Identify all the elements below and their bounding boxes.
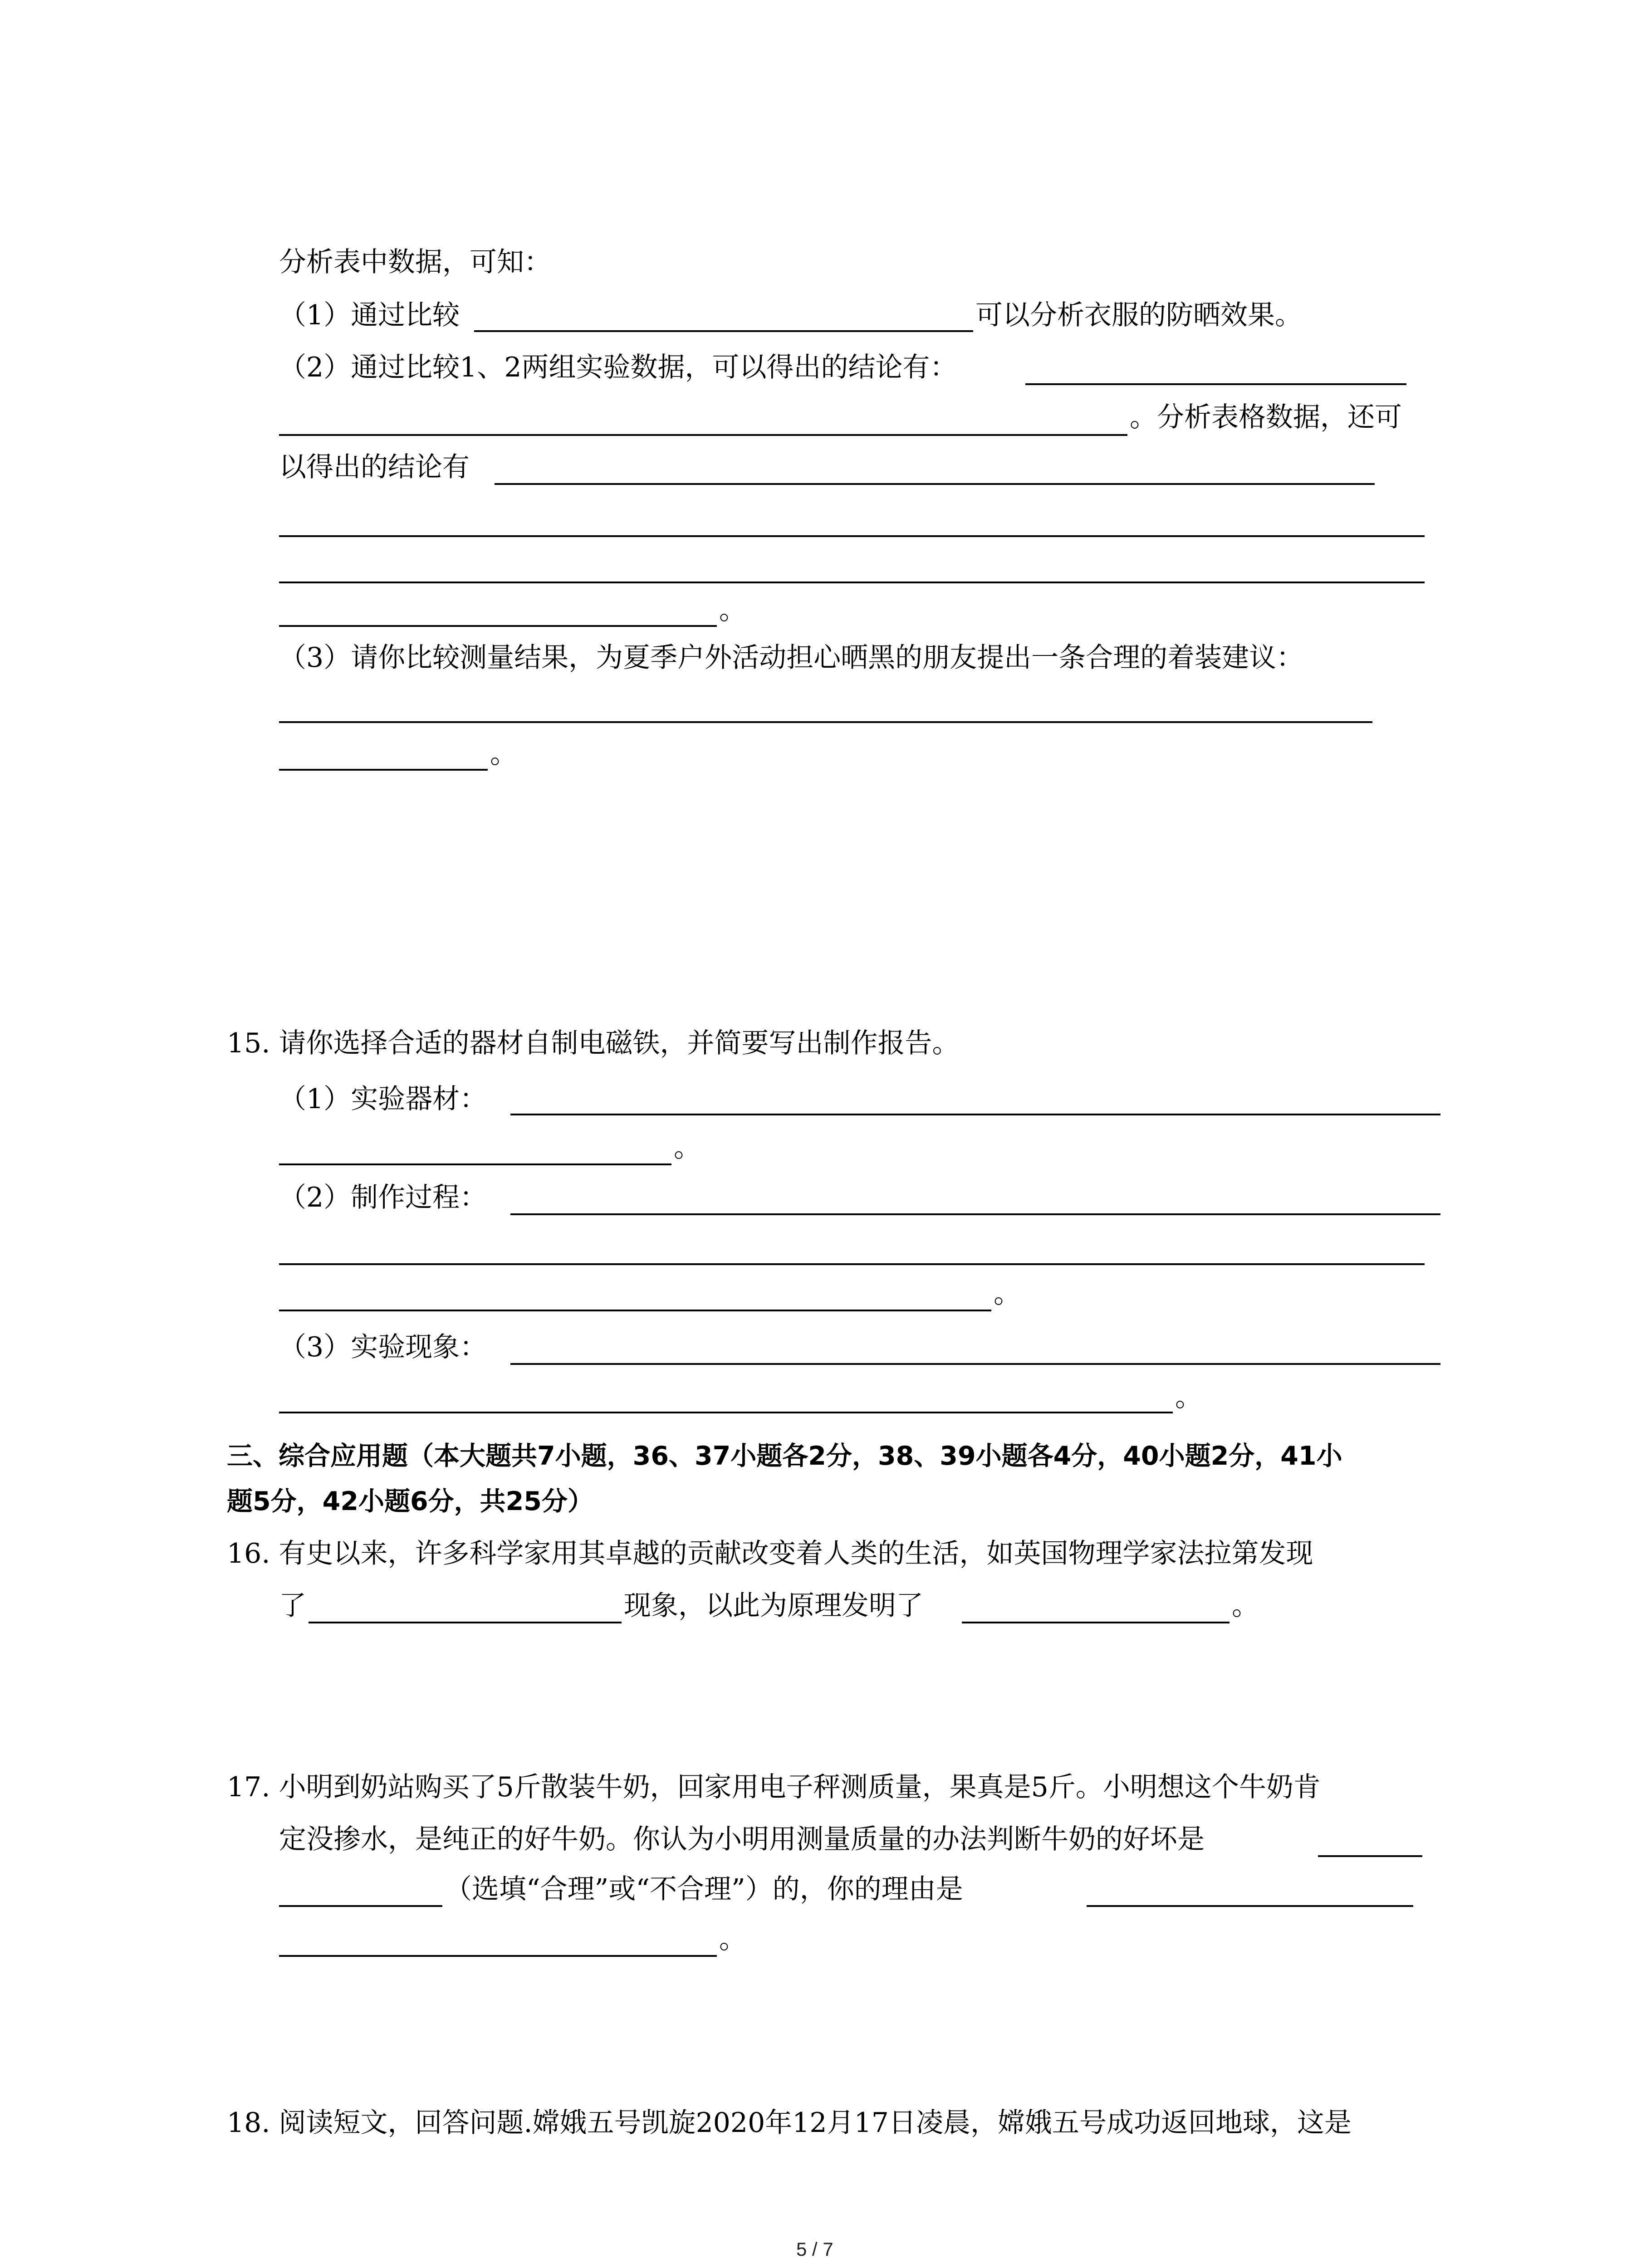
q15-part3-blank-1[interactable] (510, 1363, 1440, 1365)
q15-part2-blank-1[interactable] (510, 1213, 1440, 1215)
q18-line1: 18. 阅读短文，回答问题.嫦娥五号凯旋2020年12月17日凌晨，嫦娥五号成功返回地球，这是 (227, 2107, 1352, 2139)
q15-part2-blank-2[interactable] (279, 1263, 1425, 1265)
q14-part2-blank-2[interactable] (279, 434, 1127, 436)
q15-part1-label: （1）实验器材： (279, 1083, 487, 1115)
q14-part3-blank-1[interactable] (279, 721, 1372, 723)
q15-part2-blank-3[interactable] (279, 1310, 991, 1311)
q15-part3-blank-2[interactable] (279, 1412, 1173, 1413)
section3-heading-line1: 三、综合应用题（本大题共7小题，36、37小题各2分，38、39小题各4分，40小题2分，41小 (227, 1441, 1342, 1471)
q15-part1-blank-1[interactable] (510, 1114, 1440, 1115)
q17-blank-1b[interactable] (279, 1905, 442, 1907)
q14-part2-end: 。 (719, 594, 746, 626)
q16-blank-2[interactable] (962, 1622, 1230, 1623)
q15-part3-label: （3）实验现象： (279, 1331, 487, 1363)
q14-part2-blank-4[interactable] (279, 535, 1425, 537)
q14-part3-blank-2[interactable] (279, 769, 488, 771)
q15-part3-end: 。 (1175, 1381, 1202, 1413)
q17-blank-2b[interactable] (279, 1955, 717, 1957)
q14-part2-blank-3[interactable] (495, 483, 1375, 485)
q16-line1: 16. 有史以来，许多科学家用其卓越的贡献改变着人类的生活，如英国物理学家法拉第发现 (227, 1538, 1313, 1569)
q14-part2-middle: 。分析表格数据，还可 (1130, 401, 1402, 433)
q16-middle: 现象，以此为原理发明了 (624, 1590, 923, 1622)
q16-le: 了 (279, 1590, 306, 1622)
q14-part1-prefix: （1）通过比较 (279, 299, 460, 331)
q14-part2-blank-5[interactable] (279, 582, 1425, 583)
q16-end: 。 (1232, 1590, 1259, 1622)
q15-part1-blank-2[interactable] (279, 1163, 671, 1165)
q15-title: 15. 请你选择合适的器材自制电磁铁，并简要写出制作报告。 (227, 1027, 960, 1059)
q14-part2-conclusion-prefix: 以得出的结论有 (279, 451, 470, 483)
q14-part1-blank[interactable] (474, 330, 973, 332)
q15-part1-end: 。 (674, 1132, 701, 1163)
q14-part2-blank-1[interactable] (1025, 383, 1406, 385)
q17-line2: 定没掺水，是纯正的好牛奶。你认为小明用测量质量的办法判断牛奶的好坏是 (279, 1823, 1205, 1855)
q14-part1-suffix: 可以分析衣服的防晒效果。 (975, 299, 1302, 331)
q14-part2-blank-6[interactable] (279, 625, 717, 627)
section3-heading-line2: 题5分，42小题6分，共25分） (227, 1486, 593, 1516)
q15-part2-label: （2）制作过程： (279, 1182, 487, 1213)
q14-part2-prefix: （2）通过比较1、2两组实验数据，可以得出的结论有： (279, 352, 957, 383)
q17-blank-1a[interactable] (1318, 1855, 1422, 1857)
q15-part2-end: 。 (994, 1278, 1021, 1310)
q14-part3-end: 。 (490, 738, 517, 770)
q14-intro: 分析表中数据，可知： (279, 246, 551, 278)
q17-end: 。 (719, 1923, 746, 1955)
q16-blank-1[interactable] (309, 1622, 622, 1623)
q17-line3: （选填“合理”或“不合理”）的，你的理由是 (445, 1873, 963, 1905)
q17-blank-2a[interactable] (1087, 1905, 1413, 1907)
q17-line1: 17. 小明到奶站购买了5斤散装牛奶，回家用电子秤测质量，果真是5斤。小明想这个牛奶肯 (227, 1771, 1321, 1803)
page-number: 5 / 7 (796, 2239, 833, 2260)
q14-part3-prefix: （3）请你比较测量结果，为夏季户外活动担心晒黑的朋友提出一条合理的着装建议： (279, 642, 1304, 674)
